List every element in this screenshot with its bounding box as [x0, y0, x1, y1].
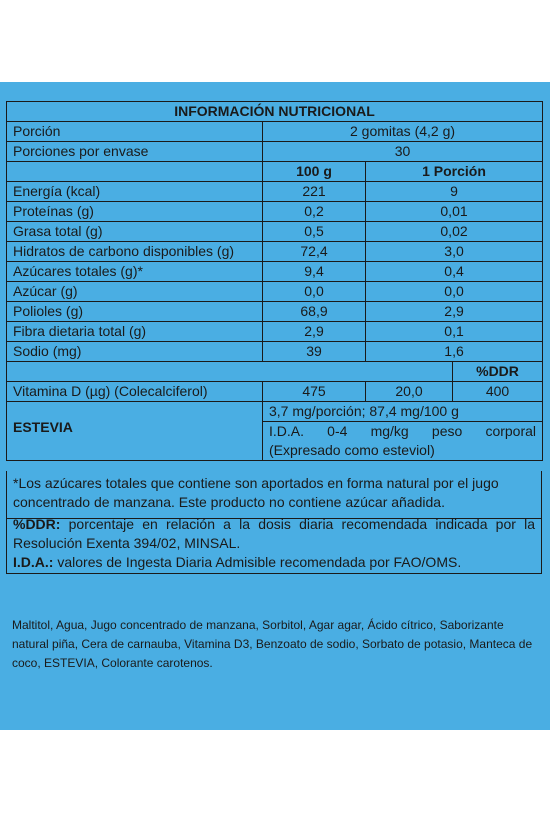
ddr-term: %DDR: — [13, 516, 61, 532]
row-label: Azúcar (g) — [7, 282, 263, 302]
vitamin-d-label: Vitamina D (µg) (Colecalciferol) — [7, 382, 263, 402]
row-label: Grasa total (g) — [7, 222, 263, 242]
row-value-portion: 2,9 — [366, 302, 543, 322]
row-value-100g: 0,5 — [263, 222, 366, 242]
stevia-label: ESTEVIA — [7, 402, 263, 461]
table-row — [7, 242, 543, 262]
portions-label: Porciones por envase — [7, 142, 263, 162]
row-value-portion: 3,0 — [366, 242, 543, 262]
row-value-100g: 0,0 — [263, 282, 366, 302]
row-label: Polioles (g) — [7, 302, 263, 322]
table-row — [7, 342, 543, 362]
table-row — [7, 222, 543, 242]
row-value-100g: 2,9 — [263, 322, 366, 342]
row-value-portion: 9 — [366, 182, 543, 202]
row-label: Fibra dietaria total (g) — [7, 322, 263, 342]
row-value-100g: 72,4 — [263, 242, 366, 262]
row-label: Hidratos de carbono disponibles (g) — [7, 242, 263, 262]
row-value-portion: 0,4 — [366, 262, 543, 282]
row-label: Azúcares totales (g)* — [7, 262, 263, 282]
row-label: Proteínas (g) — [7, 202, 263, 222]
table-row — [7, 322, 543, 342]
vitamin-d-portion: 20,0 — [366, 382, 453, 402]
table-row — [7, 302, 543, 322]
row-value-portion: 0,1 — [366, 322, 543, 342]
table-row — [7, 262, 543, 282]
ida-term: I.D.A.: — [13, 554, 54, 570]
table-row — [7, 182, 543, 202]
row-value-portion: 0,0 — [366, 282, 543, 302]
stevia-expressed: (Expresado como esteviol) — [263, 441, 543, 461]
table-title: INFORMACIÓN NUTRICIONAL — [7, 102, 543, 122]
row-label: Sodio (mg) — [7, 342, 263, 362]
label-panel — [0, 82, 550, 730]
vitamin-d-ddr: 400 — [453, 382, 543, 402]
row-value-portion: 0,02 — [366, 222, 543, 242]
header-portion: 1 Porción — [366, 162, 543, 182]
row-value-100g: 9,4 — [263, 262, 366, 282]
row-value-100g: 0,2 — [263, 202, 366, 222]
portion-label: Porción — [7, 122, 263, 142]
nutrition-table — [6, 101, 543, 461]
stevia-ida: I.D.A. 0-4 mg/kg peso corporal — [263, 422, 543, 442]
ddr-definition: porcentaje en relación a la dosis diaria recomendada indicada por la Resolución Exenta 394/02, MINSAL. — [13, 516, 535, 551]
header-100g: 100 g — [263, 162, 366, 182]
vitamin-d-100g: 475 — [263, 382, 366, 402]
sugar-note: *Los azúcares totales que contiene son aportados en forma natural por el jugo concentrado de manzana. Este producto no contiene azúcar añadida. — [13, 475, 499, 510]
row-value-100g: 39 — [263, 342, 366, 362]
table-row — [7, 282, 543, 302]
row-value-100g: 221 — [263, 182, 366, 202]
row-label: Energía (kcal) — [7, 182, 263, 202]
row-value-portion: 1,6 — [366, 342, 543, 362]
ida-definition: valores de Ingesta Diaria Admisible recomendada por FAO/OMS. — [53, 554, 462, 570]
stevia-amount: 3,7 mg/porción; 87,4 mg/100 g — [263, 402, 543, 422]
header-blank — [7, 162, 263, 182]
ddr-header-blank — [7, 362, 453, 382]
row-value-portion: 0,01 — [366, 202, 543, 222]
ingredients-list: Maltitol, Agua, Jugo concentrado de manzana, Sorbitol, Agar agar, Ácido cítrico, Saborizante natural piña, Cera de carnauba, Vitamina D3, Benzoato de sodio, Sorbato de potasio, Manteca de coco, ESTEVIA, Colorante carotenos. — [12, 618, 533, 670]
ddr-header: %DDR — [453, 362, 543, 382]
definitions-box — [6, 512, 542, 574]
table-row — [7, 382, 543, 402]
row-value-100g: 68,9 — [263, 302, 366, 322]
table-row — [7, 202, 543, 222]
portions-value: 30 — [263, 142, 543, 162]
portion-value: 2 gomitas (4,2 g) — [263, 122, 543, 142]
